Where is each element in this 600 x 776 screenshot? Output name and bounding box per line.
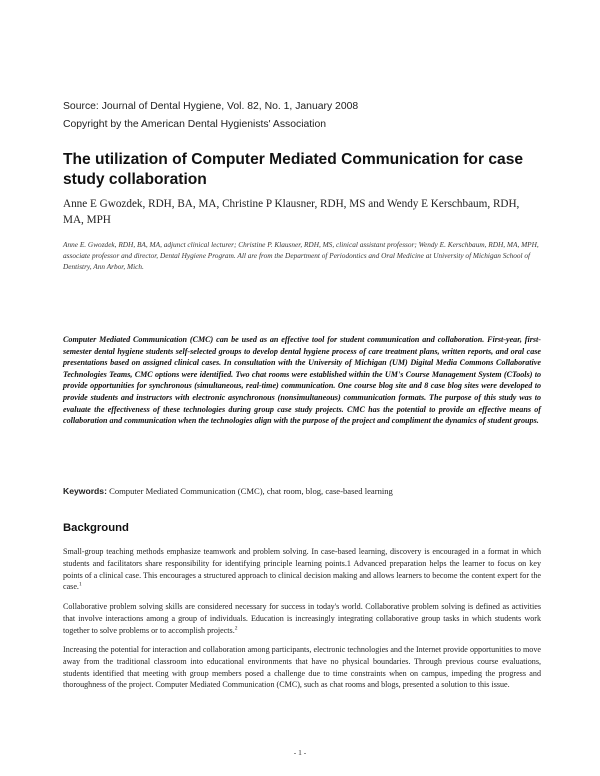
background-paragraph-1 — [63, 546, 541, 593]
section-heading-background: Background — [63, 522, 129, 534]
paragraph-text: Small-group teaching methods emphasize teamwork and problem solving. In case-based learning, discovery is encouraged in a format in which students and facilitators share responsibility for identifying principle learning points.1 Advanced preparation helps the learner to focus on key points of a clinical case. This encourages a structured approach to clinical decision making and allows learners to become the content expert for the case. — [63, 547, 541, 592]
source-copyright-line: Copyright by the American Dental Hygienists' Association — [63, 119, 327, 130]
background-paragraph-2 — [63, 601, 541, 636]
source-citation — [63, 98, 543, 134]
keywords-text: Computer Mediated Communication (CMC), chat room, blog, case-based learning — [106, 486, 393, 496]
citation-superscript: 1 — [78, 581, 82, 588]
source-journal-line: Source: Journal of Dental Hygiene, Vol. 82, No. 1, January 2008 — [63, 101, 359, 112]
keywords — [63, 485, 541, 497]
keywords-label: Keywords: — [63, 486, 107, 496]
citation-superscript: 2 — [234, 624, 238, 631]
paragraph-text: Collaborative problem solving skills are considered necessary for success in today's world. Collaborative problem solving is defined as activities that involve interactions among a group of individuals. Education is increasingly integrating collaborative group tasks in which students work together to solve problems or to accomplish projects. — [63, 602, 541, 635]
author-list: Anne E Gwozdek, RDH, BA, MA, Christine P Klausner, RDH, MS and Wendy E Kerschbaum, RDH, MA, MPH — [63, 198, 520, 226]
background-paragraph-3: Increasing the potential for interaction and collaboration among participants, electronic technologies and the Internet provide opportunities to move away from the traditional classroom into educational environments that have no physical boundaries. Through previous course evaluations, students identified that meeting with group members posed a challenge due to time constraints when on campus, impeding the progress and thoroughness of the project. Computer Mediated Communication (CMC), such as chat rooms and blogs, presented a solution to this issue. — [63, 645, 541, 690]
paper-title: The utilization of Computer Mediated Communication for case study collaboration — [63, 151, 524, 188]
page-number: - 1 - — [293, 748, 307, 757]
abstract: Computer Mediated Communication (CMC) can be used as an effective tool for student communication and collaboration. First-year, first-semester dental hygiene students self-selected groups to develop dental hygiene process of care treatment plans, written reports, and oral case presentations based on assigned clinical cases. In consultation with the University of Michigan (UM) Digital Media Commons Collaborative Technologies Teams, CMC options were identified. Two chat rooms were established within the UM's Course Management System (CTools) to provide opportunities for synchronous (simultaneous, real-time) communication. One course blog site and 8 case blog sites were developed to provide students and instructors with electronic asynchronous (nonsimultaneous) communication formats. The purpose of this study was to evaluate the effectiveness of these technologies during group case study projects. CMC has the potential to provide an effective means of collaboration and communication when the technologies align with the purpose of the project and compliment the dynamics of student groups. — [63, 335, 541, 426]
author-affiliations: Anne E. Gwozdek, RDH, BA, MA, adjunct clinical lecturer; Christine P. Klausner, RDH, MS, clinical assistant professor; Wendy E. Kerschbaum, RDH, MA, MPH, associate professor and director, Dental Hygiene Program. All are from the Department of Periodontics and Oral Medicine at University of Michigan School of Dentistry, Ann Arbor, Mich. — [63, 240, 539, 271]
